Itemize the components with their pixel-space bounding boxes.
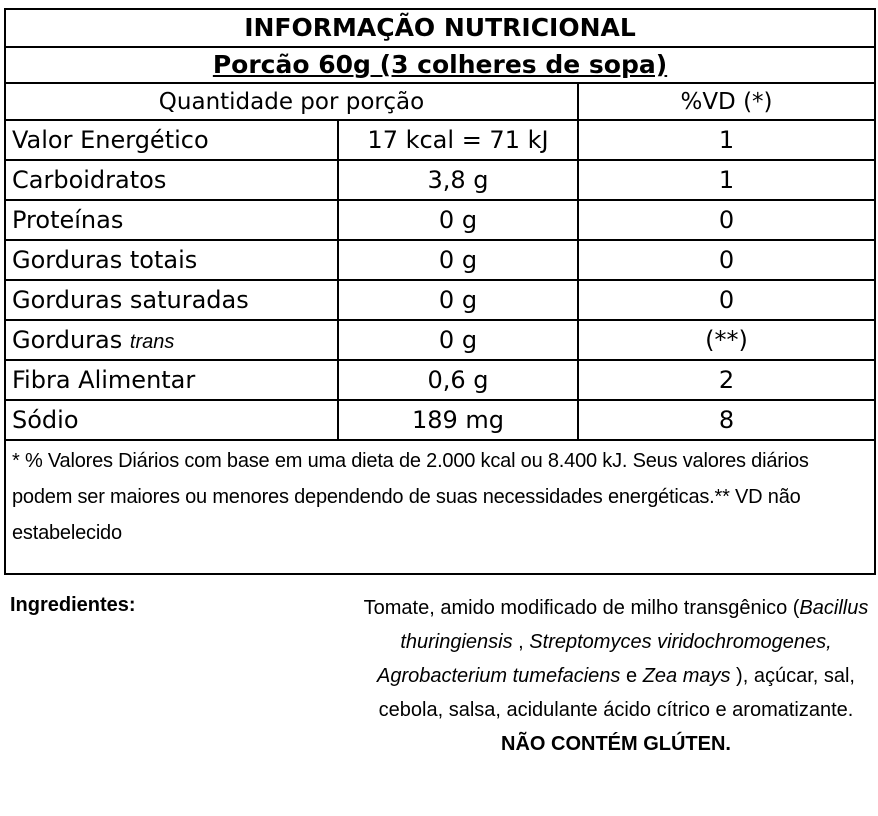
nutrient-row <box>5 280 875 320</box>
ingredients-text-part: , <box>512 631 530 653</box>
nutrient-name: Fibra Alimentar <box>5 360 338 400</box>
nutrient-row <box>5 200 875 240</box>
header-vd: %VD (*) <box>578 83 875 120</box>
nutrient-name-italic: trans <box>129 331 175 353</box>
nutrient-row <box>5 360 875 400</box>
portion-size: Porcão 60g (3 colheres de sopa) <box>5 47 875 83</box>
nutrient-row <box>5 120 875 160</box>
nutrient-amount: 0 g <box>338 280 578 320</box>
ingredients-text-part: ), açúcar, sal, cebola, salsa, acidulante ácido cítrico e aromatizante. <box>378 665 855 721</box>
nutrient-amount: 17 kcal = 71 kJ <box>338 120 578 160</box>
nutrient-name-cell <box>5 320 338 360</box>
ingredients-italic-part: Zea mays <box>642 665 731 687</box>
nutrient-row <box>5 400 875 440</box>
nutrient-name: Gorduras <box>12 326 123 354</box>
nutrient-amount: 0 g <box>338 240 578 280</box>
nutrient-name: Carboidratos <box>5 160 338 200</box>
ingredients-italic-part: Streptomyces viridochromogenes, Agrobacterium tumefaciens <box>376 631 832 687</box>
nutrient-amount: 189 mg <box>338 400 578 440</box>
nutrient-vd: 0 <box>578 200 875 240</box>
ingredients-text <box>352 591 878 761</box>
nutrient-vd: 2 <box>578 360 875 400</box>
nutrient-vd: 0 <box>578 240 875 280</box>
nutrient-amount: 0 g <box>338 320 578 360</box>
ingredients-italic-part: Bacillus thuringiensis <box>400 597 869 653</box>
nutrient-vd: 1 <box>578 160 875 200</box>
header-quantity: Quantidade por porção <box>5 83 578 120</box>
nutrient-amount: 3,8 g <box>338 160 578 200</box>
nutrient-row <box>5 240 875 280</box>
nutrient-name: Proteínas <box>5 200 338 240</box>
nutrient-name: Gorduras saturadas <box>5 280 338 320</box>
nutrient-vd: (**) <box>578 320 875 360</box>
nutrition-title: INFORMAÇÃO NUTRICIONAL <box>5 9 875 47</box>
nutrient-name: Valor Energético <box>5 120 338 160</box>
nutrient-row <box>5 160 875 200</box>
ingredients-label: Ingredientes: <box>10 594 136 616</box>
nutrient-name: Sódio <box>5 400 338 440</box>
nutrient-amount: 0,6 g <box>338 360 578 400</box>
nutrient-row <box>5 320 875 360</box>
nutrition-facts-table <box>4 8 876 575</box>
ingredients-text-part: Tomate, amido modificado de milho transgênico ( <box>363 597 800 619</box>
gluten-free-notice: NÃO CONTÉM GLÚTEN. <box>501 733 731 755</box>
nutrient-vd: 1 <box>578 120 875 160</box>
nutrient-amount: 0 g <box>338 200 578 240</box>
nutrient-vd: 8 <box>578 400 875 440</box>
nutrient-vd: 0 <box>578 280 875 320</box>
nutrient-name: Gorduras totais <box>5 240 338 280</box>
daily-values-footnote: * % Valores Diários com base em uma dieta de 2.000 kcal ou 8.400 kJ. Seus valores diários podem ser maiores ou menores dependendo de suas necessidades energéticas.** VD não estabelecido <box>5 440 875 574</box>
ingredients-text-part: e <box>620 665 643 687</box>
